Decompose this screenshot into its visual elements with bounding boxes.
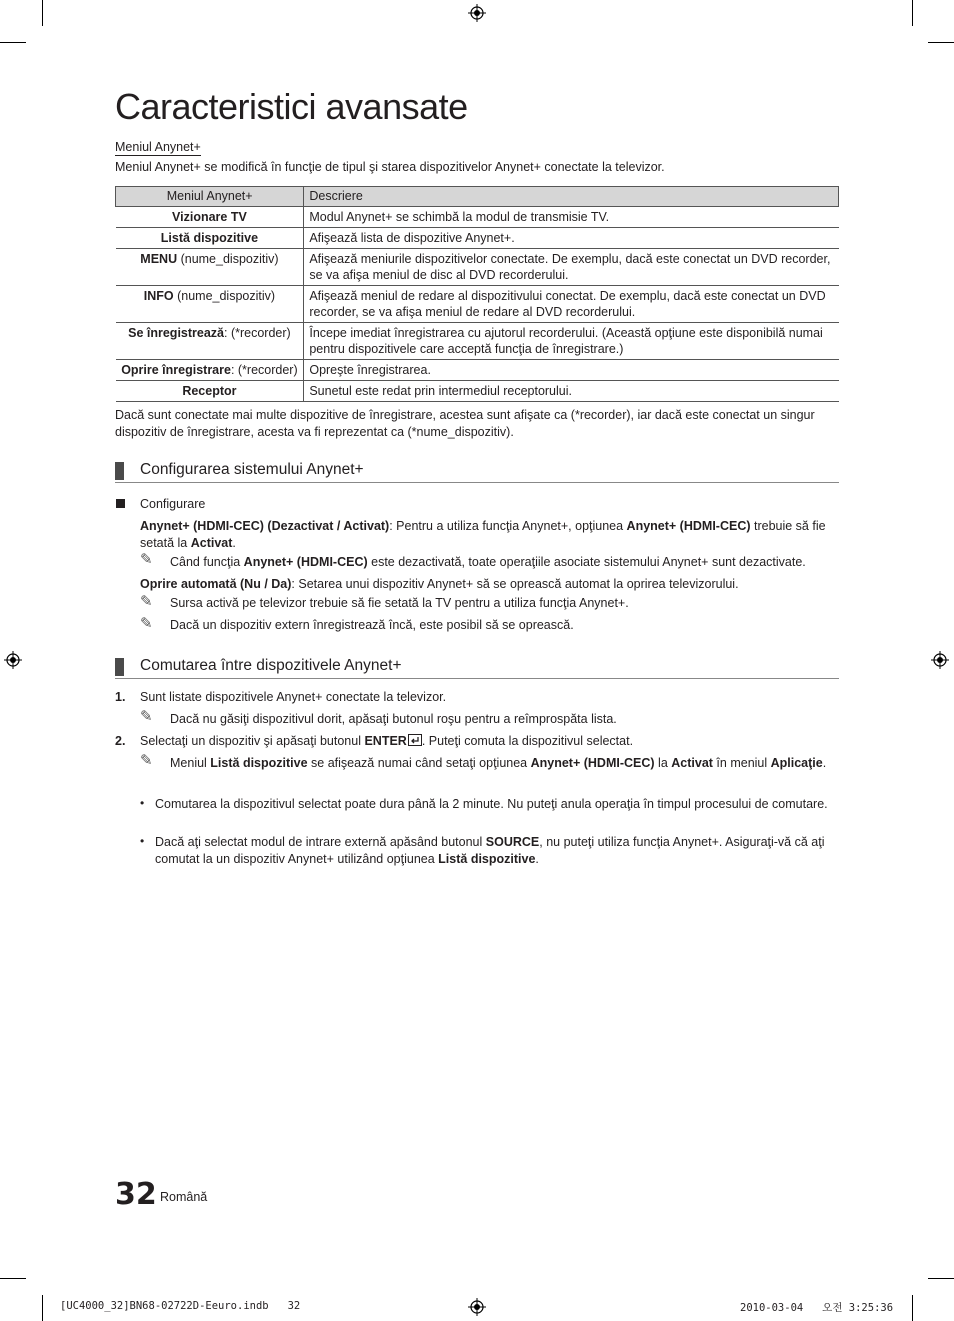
table-row: [116, 207, 839, 228]
table-row: [116, 381, 839, 402]
bullet-dot-icon: •: [140, 796, 145, 810]
pencil-note-icon: ✎: [140, 708, 153, 725]
pencil-note-icon: ✎: [140, 593, 153, 610]
note-text: Când funcţia Anynet+ (HDMI-CEC) este dezactivată, toate operaţiile asociate sistemului Anynet+ sunt dezactivate.: [170, 555, 806, 569]
page-number: 32: [115, 1177, 157, 1212]
registration-mark-icon: [4, 651, 22, 669]
configure-bullet: Configurare: [140, 497, 206, 511]
page-language: Română: [160, 1190, 208, 1204]
table-cell-menu: Receptor: [116, 381, 304, 402]
table-cell-description: Afişează lista de dispozitive Anynet+.: [304, 228, 839, 249]
crop-mark: [0, 1278, 26, 1279]
step-text: Sunt listate dispozitivele Anynet+ conectate la televizor.: [140, 690, 447, 704]
menu-heading: Meniul Anynet+: [115, 140, 201, 154]
table-cell-description: Sunetul este redat prin intermediul receptorului.: [304, 381, 839, 402]
section-heading-switch: [115, 656, 839, 679]
section-heading-configure: [115, 460, 839, 483]
page-title: Caracteristici avansate: [115, 86, 468, 127]
crop-mark: [912, 0, 913, 26]
pencil-note-icon: ✎: [140, 752, 153, 769]
footer-date: 2010-03-04 오전 3:25:36: [740, 1302, 894, 1314]
section-bar: [115, 658, 124, 676]
table-cell-menu: Listă dispozitive: [116, 228, 304, 249]
bullet-dot-icon: •: [140, 834, 145, 848]
pencil-note-icon: ✎: [140, 551, 153, 568]
registration-mark-icon: [931, 651, 949, 669]
auto-off-paragraph: Oprire automată (Nu / Da): Setarea unui dispozitiv Anynet+ să se oprească automat la oprirea televizorului.: [140, 577, 739, 591]
note-text: Dacă nu găsiţi dispozitivul dorit, apăsaţi butonul roşu pentru a reîmprospăta lista.: [170, 712, 617, 726]
section-bar: [115, 462, 124, 480]
table-header-menu: Meniul Anynet+: [116, 187, 304, 207]
crop-mark: [42, 1295, 43, 1321]
table-cell-description: Afişează meniurile dispozitivelor conectate. De exemplu, dacă este conectat un DVD recorder, se va afişa meniul de disc al DVD recorderului.: [304, 249, 839, 286]
registration-mark-icon: [468, 1298, 486, 1316]
pencil-note-icon: ✎: [140, 615, 153, 632]
section-title: Configurarea sistemului Anynet+: [140, 461, 364, 478]
enter-button-icon: [408, 734, 422, 746]
table-cell-description: Afişează meniul de redare al dispozitivului conectat. De exemplu, dacă este conectat un DVD recorder, se va afişa meniul de redare al DVD recorderului.: [304, 286, 839, 323]
table-cell-description: Modul Anynet+ se schimbă la modul de transmisie TV.: [304, 207, 839, 228]
footer-file-info: [UC4000_32]BN68-02722D-Eeuro.indb 32: [60, 1300, 301, 1312]
step-number: 1.: [115, 690, 126, 704]
step-text: Selectaţi un dispozitiv şi apăsaţi butonul ENTER . Puteţi comuta la dispozitivul selectat.: [140, 734, 634, 748]
table-cell-description: Opreşte înregistrarea.: [304, 360, 839, 381]
table-row: [116, 228, 839, 249]
table-cell-menu: Vizionare TV: [116, 207, 304, 228]
recorder-note-paragraph: Dacă sunt conectate mai multe dispozitive de înregistrare, acestea sunt afişate ca (*recorder), iar dacă este conectat un singur dispozitiv de înregistrare, acesta va fi reprezentat ca (*nume_dispozitiv).: [115, 408, 815, 439]
note-text: Dacă un dispozitiv extern înregistrează încă, este posibil să se oprească.: [170, 618, 574, 632]
table-row: [116, 286, 839, 323]
table-row: [116, 360, 839, 381]
table-cell-menu: INFO (nume_dispozitiv): [116, 286, 304, 323]
crop-mark: [0, 42, 26, 43]
step-number: 2.: [115, 734, 126, 748]
crop-mark: [928, 42, 954, 43]
table-cell-description: Începe imediat înregistrarea cu ajutorul recorderului. (Această opţiune este disponibilă numai pentru dispozitivele care acceptă funcţia de înregistrare.): [304, 323, 839, 360]
table-header-description: Descriere: [304, 187, 839, 207]
crop-mark: [912, 1295, 913, 1321]
square-bullet-icon: [116, 499, 125, 508]
bullet-text: Comutarea la dispozitivul selectat poate dura până la 2 minute. Nu puteţi anula operaţia în timpul procesului de comutare.: [155, 797, 828, 811]
note-text: Meniul Listă dispozitive se afişează numai când setaţi opţiunea Anynet+ (HDMI-CEC) la Activat în meniul Aplicaţie.: [170, 756, 827, 770]
registration-mark-icon: [468, 4, 486, 22]
anynet-hdmi-cec-paragraph: Anynet+ (HDMI-CEC) (Dezactivat / Activat): Pentru a utiliza funcţia Anynet+, opţiunea Anynet+ (HDMI-CEC) trebuie să fie setată la Activat.: [140, 519, 826, 550]
table-row: [116, 249, 839, 286]
menu-intro: Meniul Anynet+ se modifică în funcţie de tipul şi starea dispozitivelor Anynet+ conectate la televizor.: [115, 160, 665, 174]
note-text: Sursa activă pe televizor trebuie să fie setată la TV pentru a utiliza funcţia Anynet+.: [170, 596, 629, 610]
crop-mark: [928, 1278, 954, 1279]
crop-mark: [42, 0, 43, 26]
table-cell-menu: Se înregistrează: (*recorder): [116, 323, 304, 360]
table-cell-menu: MENU (nume_dispozitiv): [116, 249, 304, 286]
table-cell-menu: Oprire înregistrare: (*recorder): [116, 360, 304, 381]
section-title: Comutarea între dispozitivele Anynet+: [140, 657, 402, 674]
bullet-text: Dacă aţi selectat modul de intrare externă apăsând butonul SOURCE, nu puteţi utiliza funcţia Anynet+. Asiguraţi-vă că aţi comutat la un dispozitiv Anynet+ utilizând opţiunea Listă dispozitive.: [155, 835, 825, 866]
table-row: [116, 323, 839, 360]
anynet-menu-table: [115, 186, 839, 402]
